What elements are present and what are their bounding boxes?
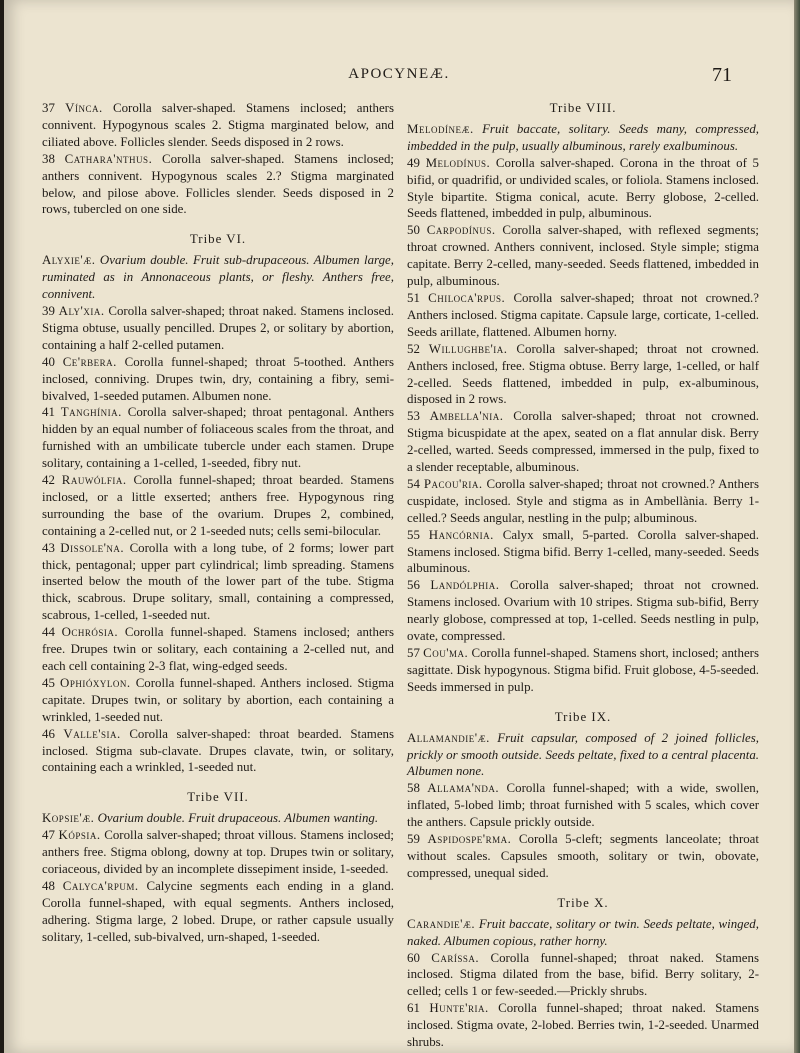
genus-description: Corolla funnel-shaped; throat 5-toothed. Anthers inclosed, conniving. Drupes twin, dry, containing a fibry, semi-bivalved, 1-seeded putamen. Albumen none. <box>42 354 394 403</box>
genus-description: Corolla salver-shaped; throat not crowned.? Anthers cuspidate, inclosed. Style and stigma as in Ambellània. Berry 1-celled.? Seeds angular, nestling in the pulp; albuminous. <box>407 476 759 525</box>
genus-description: Corolla salver-shaped, with reflexed segments; throat crowned. Anthers connivent, inclosed. Style simple; stigma capitate. Berry 2-celled, many-seeded. Seeds flattened, imbedded in pulp, albuminous. <box>407 223 759 289</box>
genus-entry <box>407 408 759 476</box>
genus-name: Valle'sia. <box>63 726 121 741</box>
genus-number: 58 <box>407 781 420 796</box>
genus-entry <box>407 780 759 831</box>
genus-entry <box>42 726 394 777</box>
genus-name: Ophióxylon. <box>60 675 131 690</box>
book-page <box>4 0 794 1053</box>
right-column <box>407 100 759 1051</box>
genus-entry <box>407 831 759 882</box>
genus-number: 47 <box>42 828 55 843</box>
genus-number: 60 <box>407 950 420 965</box>
genus-name: Ce'rbera. <box>62 354 117 369</box>
genus-entry <box>42 675 394 726</box>
genus-number: 56 <box>407 578 420 593</box>
genus-description: Corolla salver-shaped. Stamens inclosed; anthers connivent. Hypogynous scales 2.? Stigma marginated below, and pilose above. Follicles slender. Seeds disposed in 2 rows, tubercled on one side. <box>42 151 394 217</box>
genus-name: Allama'nda. <box>427 781 500 796</box>
genus-number: 41 <box>42 405 55 420</box>
genus-name: Landólphia. <box>430 578 500 593</box>
genus-name: Hunte'ria. <box>429 1001 489 1016</box>
genus-number: 45 <box>42 675 55 690</box>
tribe-characters: Fruit baccate, solitary. Seeds many, compressed, imbedded in the pulp, usually albuminous, rarely exalbuminous. <box>407 121 759 153</box>
genus-description: Corolla salver-shaped; throat not crowned. Stigma bicuspidate at the apex, seated on a flat annular disk. Berry 2-celled, warted. Seeds compressed, immersed in the pulp, fixed to a slender receptable, albuminous. <box>407 409 760 475</box>
genus-number: 38 <box>42 151 55 166</box>
genus-entry <box>42 624 394 675</box>
genus-description: Corolla salver-shaped. Corona in the throat of 5 bifid, or quadrifid, or undivided scales, or foliola. Stamens inclosed. Style bipartite. Stigma conical, acute. Berry globose, 2-celled. Seeds flattened, imbedded in pulp, albuminous. <box>407 155 760 221</box>
genus-description: Corolla funnel-shaped. Anthers inclosed. Stigma capitate. Drupes twin, or solitary by abortion, each containing a wrinkled, 1-seeded nut. <box>42 675 394 724</box>
genus-description: Corolla salver-shaped: throat bearded. Stamens inclosed. Stigma sub-clavate. Drupes clavate, twin, or solitary, containing each a wrinkled, 1-seeded nut. <box>42 726 395 775</box>
tribe-characters: Ovarium double. Fruit sub-drupaceous. Albumen large, ruminated as in Annonaceous plants, or fleshy. Anthers free, connivent. <box>42 253 394 302</box>
genus-description: Corolla funnel-shaped; throat naked. Stamens inclosed. Stigma ovate, 2-lobed. Berries twin, 1-2-seeded. Unarmed shrubs. <box>407 1001 759 1050</box>
genus-description: Calycine segments each ending in a gland. Corolla funnel-shaped, with equal segments. Anthers inclosed, adhering. Stigma large, 2 lobed. Drupe, or rather capsule usually solitary, 1-celled, sub-bivalved, urn-shaped, 1-seeded. <box>42 878 394 944</box>
genus-number: 53 <box>407 409 420 424</box>
genus-number: 42 <box>42 473 55 488</box>
genus-entry <box>407 645 759 696</box>
genus-description: Corolla salver-shaped; throat not crowned.? Anthers inclosed. Stigma capitate. Capsule large, corticate, 1-celled. Seeds arillate, flattened. Albumen horny. <box>407 290 759 339</box>
genus-entry <box>407 222 759 290</box>
tribe-name: Alyxie'æ. <box>42 253 96 268</box>
genus-description: Corolla salver-shaped; throat not crowned. Stamens inclosed. Ovarium with 10 stripes. Stigma sub-bifid, Berry nearly globose, compressed at top, 1-celled. Seeds nestling in pulp, ovate, compressed. <box>407 578 759 644</box>
genus-name: Willughbe'ia. <box>428 341 508 356</box>
genus-name: Cathara'nthus. <box>64 151 153 166</box>
genus-entry <box>42 303 394 354</box>
genus-entry <box>407 341 759 409</box>
genus-entry <box>407 577 759 645</box>
genus-number: 52 <box>407 341 420 356</box>
tribe-heading: Tribe IX. <box>554 709 612 724</box>
genus-name: Ochrósia. <box>61 625 119 640</box>
page-edge <box>794 0 800 1053</box>
genus-name: Melodínus. <box>425 155 491 170</box>
tribe-characters: Ovarium double. Fruit drupaceous. Albumen wanting. <box>97 811 379 826</box>
genus-name: Aly'xia. <box>58 303 105 318</box>
genus-number: 43 <box>42 540 55 555</box>
genus-number: 55 <box>407 527 420 542</box>
tribe-heading: Tribe X. <box>557 895 609 910</box>
genus-entry <box>42 827 394 878</box>
genus-name: Ambella'nia. <box>429 409 504 424</box>
genus-entry <box>42 472 394 540</box>
genus-entry <box>407 155 759 223</box>
tribe-heading: Tribe VIII. <box>549 101 617 115</box>
page-header <box>4 62 794 92</box>
genus-description: Corolla funnel-shaped; throat bearded. Stamens inclosed, or a little exserted; anthers free. Hypogynous ring surrounding the base of the ovarium. Drupes 2, combined, containing a 2-celled nut, or 2 1-seeded nuts; cells semi-bilocular. <box>42 473 394 538</box>
genus-number: 46 <box>42 726 55 741</box>
tribe-characters: Fruit capsular, composed of 2 joined follicles, prickly or smooth outside. Seeds peltate, fixed to a central placenta. Albumen none. <box>407 730 759 779</box>
tribe-name: Kopsie'æ. <box>42 811 95 826</box>
genus-number: 61 <box>407 1001 420 1016</box>
genus-name: Dissole'na. <box>60 540 125 555</box>
tribe-heading: Tribe VII. <box>187 790 249 805</box>
genus-name: Hancórnia. <box>428 527 494 542</box>
genus-name: Aspidospe'rma. <box>427 832 512 847</box>
tribe-description <box>407 916 759 950</box>
genus-number: 49 <box>407 155 420 170</box>
genus-entry <box>42 404 394 472</box>
left-column <box>42 100 394 946</box>
genus-number: 39 <box>42 303 55 318</box>
genus-name: Kópsia. <box>58 828 101 843</box>
genus-number: 48 <box>42 878 55 893</box>
tribe-description <box>42 810 394 827</box>
genus-number: 50 <box>407 223 420 238</box>
tribe-characters: Fruit baccate, solitary or twin. Seeds peltate, winged, naked. Albumen copious, rather horny. <box>407 916 759 948</box>
genus-entry <box>407 476 759 527</box>
genus-description: Corolla salver-shaped; throat not crowned. Anthers inclosed, free. Stigma obtuse. Berry large, 1-celled, or half 2-celled. Seeds flattened, imbedded in pulp, ex-albuminous, disposed in 2 rows. <box>407 341 759 407</box>
genus-entry <box>42 151 394 219</box>
running-title: APOCYNEÆ. <box>348 66 450 82</box>
tribe-description <box>42 252 394 303</box>
genus-description: Corolla funnel-shaped. Stamens inclosed; anthers free. Drupes twin or solitary, each containing a 2-celled nut, and each cell containing 2-3 flat, wing-edged seeds. <box>42 625 394 673</box>
genus-name: Caríssa. <box>431 950 480 965</box>
genus-description: Corolla funnel-shaped. Stamens short, inclosed; anthers sagittate. Disk hypogynous. Stigma bifid. Fruit globose, 4-5-seeded. Seeds immersed in pulp. <box>407 646 759 694</box>
tribe-name: Carandie'æ. <box>407 916 476 931</box>
genus-entry <box>42 100 394 151</box>
genus-number: 44 <box>42 625 55 640</box>
genus-entry <box>407 290 759 341</box>
genus-description: Corolla with a long tube, of 2 forms; lower part thick, pentagonal; upper part cylindrical; limb spreading. Stamens inserted below the mouth of the lower part of the tube. Stigma thick, scabrous. Drupe solitary, small, containing a compressed, scabrous, 1-celled, 1-seeded nut. <box>42 540 394 623</box>
tribe-name: Allamandie'æ. <box>407 730 490 745</box>
genus-number: 51 <box>407 290 420 305</box>
tribe-name: Melodíneæ. <box>407 121 474 136</box>
tribe-heading: Tribe VI. <box>189 232 247 247</box>
genus-entry <box>407 1000 759 1051</box>
genus-number: 40 <box>42 354 55 369</box>
genus-entry <box>407 950 759 1001</box>
genus-description: Corolla salver-shaped; throat naked. Stamens inclosed. Stigma obtuse, usually pencilled. Drupes 2, or solitary by abortion, containing a half 2-celled putamen. <box>42 303 394 352</box>
genus-description: Corolla funnel-shaped; throat naked. Stamens inclosed. Stigma dilated from the base, bifid. Berry solitary, 2-celled; cells 1 or few-seeded.—Prickly shrubs. <box>407 950 759 999</box>
genus-name: Carpodínus. <box>426 223 496 238</box>
tribe-description <box>407 730 759 781</box>
genus-name: Rauwólfia. <box>61 473 127 488</box>
genus-description: Calyx small, 5-parted. Corolla salver-shaped. Stamens inclosed. Stigma bifid. Berry 1-celled, many-seeded. Seeds albuminous. <box>407 527 759 576</box>
genus-name: Cou'ma. <box>423 646 469 660</box>
genus-description: Corolla salver-shaped. Stamens inclosed; anthers connivent. Hypogynous scales 2. Stigma marginated below, and ciliated above. Follicles slender. Seeds disposed in 2 rows. <box>42 101 394 149</box>
genus-description: Corolla salver-shaped; throat pentagonal. Anthers hidden by an equal number of foliaceous scales from the throat, and furnished with an umbilicate tubercle under each stamen. Drupe solitary, containing a 1-celled, 1-seeded, fibry nut. <box>42 405 394 471</box>
genus-entry <box>42 354 394 405</box>
genus-name: Chiloca'rpus. <box>428 290 506 305</box>
genus-description: Corolla salver-shaped; throat villous. Stamens inclosed; anthers free. Stigma oblong, downy at top. Drupes twin or solitary, coriaceous, divided by an incomplete dissepiment inside, 1-seeded. <box>42 828 394 876</box>
page-number: 71 <box>712 64 732 86</box>
tribe-description <box>407 121 759 155</box>
genus-name: Vínca. <box>65 101 103 115</box>
genus-number: 54 <box>407 476 420 491</box>
genus-name: Pacou'ria. <box>423 476 483 491</box>
genus-number: 37 <box>42 101 55 115</box>
genus-entry <box>42 540 394 625</box>
genus-description: Corolla funnel-shaped; with a wide, swollen, inflated, 5-lobed limb; throat furnished with 5 scales, which cover the anthers. Capsule prickly outside. <box>407 781 759 830</box>
genus-name: Tanghínia. <box>60 405 122 420</box>
genus-description: Corolla 5-cleft; segments lanceolate; throat without scales. Capsules smooth, solitary or twin, obovate, compressed, unequal sided. <box>407 832 759 880</box>
genus-entry <box>407 527 759 578</box>
genus-number: 57 <box>407 646 420 660</box>
genus-name: Calyca'rpum. <box>62 878 139 893</box>
genus-number: 59 <box>407 832 420 847</box>
genus-entry <box>42 878 394 946</box>
